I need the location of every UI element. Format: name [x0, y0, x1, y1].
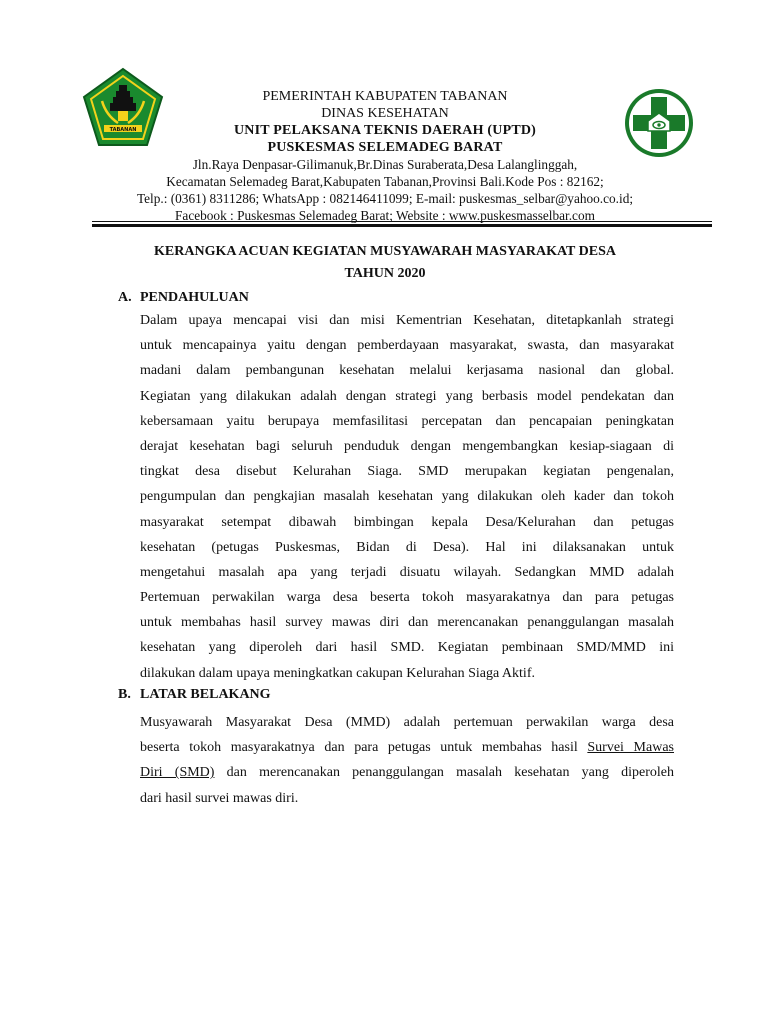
paragraph-line: untuk mencapainya yaitu dengan pemberdayaan masyarakat, swasta, dan masyarakat: [140, 338, 674, 354]
paragraph-line: pengumpulan dan pengkajian masalah kesehatan yang dilakukan oleh kader dan tokoh: [140, 489, 674, 505]
header-contact-line: Telp.: (0361) 8311286; WhatsApp : 082146411099; E-mail: puskesmas_selbar@yahoo.co.id;: [136, 191, 634, 206]
paragraph-line: kesehatan yang diperoleh dari hasil SMD. Kegiatan pembinaan SMD/MMD ini: [140, 640, 674, 656]
section-b-body: [140, 710, 674, 811]
header-address-line-2: Kecamatan Selemadeg Barat,Kabupaten Tabanan,Provinsi Bali.Kode Pos : 82162;: [166, 174, 604, 189]
paragraph-line: Kegiatan yang dilakukan adalah dengan strategi yang berbasis model pendekatan dan: [140, 388, 674, 404]
header-divider-thin: [92, 221, 712, 222]
section-a-title: PENDAHULUAN: [140, 290, 249, 305]
section-b-letter: B.: [118, 687, 131, 702]
header-puskesmas-line: PUSKESMAS SELEMADEG BARAT: [267, 140, 503, 155]
paragraph-line: tingkat desa disebut Kelurahan Siaga. SMD merupakan kegiatan pengenalan,: [140, 464, 674, 480]
paragraph-line: Pertemuan perwakilan warga desa beserta tokoh masyarakatnya dan para petugas: [140, 590, 674, 606]
section-a-letter: A.: [118, 290, 132, 305]
document-title-line-1: KERANGKA ACUAN KEGIATAN MUSYAWARAH MASYARAKAT DESA: [154, 244, 616, 259]
survei-mawas-diri-link: Survei Mawas: [587, 740, 674, 756]
header-divider-thick: [92, 224, 712, 227]
section-a-body: [140, 308, 674, 686]
paragraph-line: [140, 735, 674, 760]
letterhead: [80, 88, 690, 224]
paragraph-line: dari hasil survei mawas diri.: [140, 790, 299, 806]
paragraph-line: Musyawarah Masyarakat Desa (MMD) adalah pertemuan perwakilan warga desa: [140, 715, 674, 730]
paragraph-line: derajat kesehatan bagi seluruh penduduk dengan mengembangkan kesiap-siagaan di: [140, 438, 674, 454]
document-title-line-2: TAHUN 2020: [344, 266, 426, 281]
paragraph-line: untuk membahas hasil survey mawas diri dan merencanakan penanggulangan masalah: [140, 615, 674, 631]
header-government-line: PEMERINTAH KABUPATEN TABANAN: [262, 89, 508, 104]
paragraph-line: Dalam upaya mencapai visi dan misi Kementrian Kesehatan, ditetapkanlah strategi: [140, 313, 674, 328]
paragraph-line: kebersamaan yaitu berupaya memfasilitasi percepatan dan pencapaian peningkatan: [140, 413, 674, 429]
section-b-heading: [118, 687, 271, 703]
paragraph-text: dan merencanakan penanggulangan masalah kesehatan yang diperoleh: [214, 765, 674, 781]
document-title: [80, 241, 690, 285]
paragraph-text: beserta tokoh masyarakatnya dan para petugas untuk membahas hasil: [140, 740, 588, 756]
header-unit-line: UNIT PELAKSANA TEKNIS DAERAH (UPTD): [233, 123, 537, 138]
section-b-title: LATAR BELAKANG: [140, 687, 271, 702]
paragraph-line: kesehatan (petugas Puskesmas, Bidan di Desa). Hal ini dilaksanakan untuk: [140, 539, 674, 555]
paragraph-line: dilakukan dalam upaya meningkatkan cakupan Kelurahan Siaga Aktif.: [140, 665, 535, 681]
paragraph-line: mengetahui masalah apa yang terjadi disuatu wilayah. Sedangkan MMD adalah: [140, 564, 674, 580]
paragraph-line: [140, 760, 674, 785]
header-department-line: DINAS KESEHATAN: [321, 106, 449, 121]
survei-mawas-diri-link-cont: Diri (SMD): [140, 765, 215, 781]
header-social-line: Facebook : Puskesmas Selemadeg Barat; Website : www.puskesmasselbar.com: [175, 208, 595, 223]
header-address-line-1: Jln.Raya Denpasar-Gilimanuk,Br.Dinas Suraberata,Desa Lalanglinggah,: [192, 157, 578, 172]
paragraph-line: madani dalam pembangunan kesehatan melalui kerjasama nasional dan global.: [140, 363, 674, 379]
crest-ribbon-text: TABANAN: [109, 127, 137, 133]
paragraph-line: masyarakat setempat dibawah bimbingan kepala Desa/Kelurahan dan petugas: [140, 514, 674, 530]
section-a-heading: [118, 290, 249, 306]
